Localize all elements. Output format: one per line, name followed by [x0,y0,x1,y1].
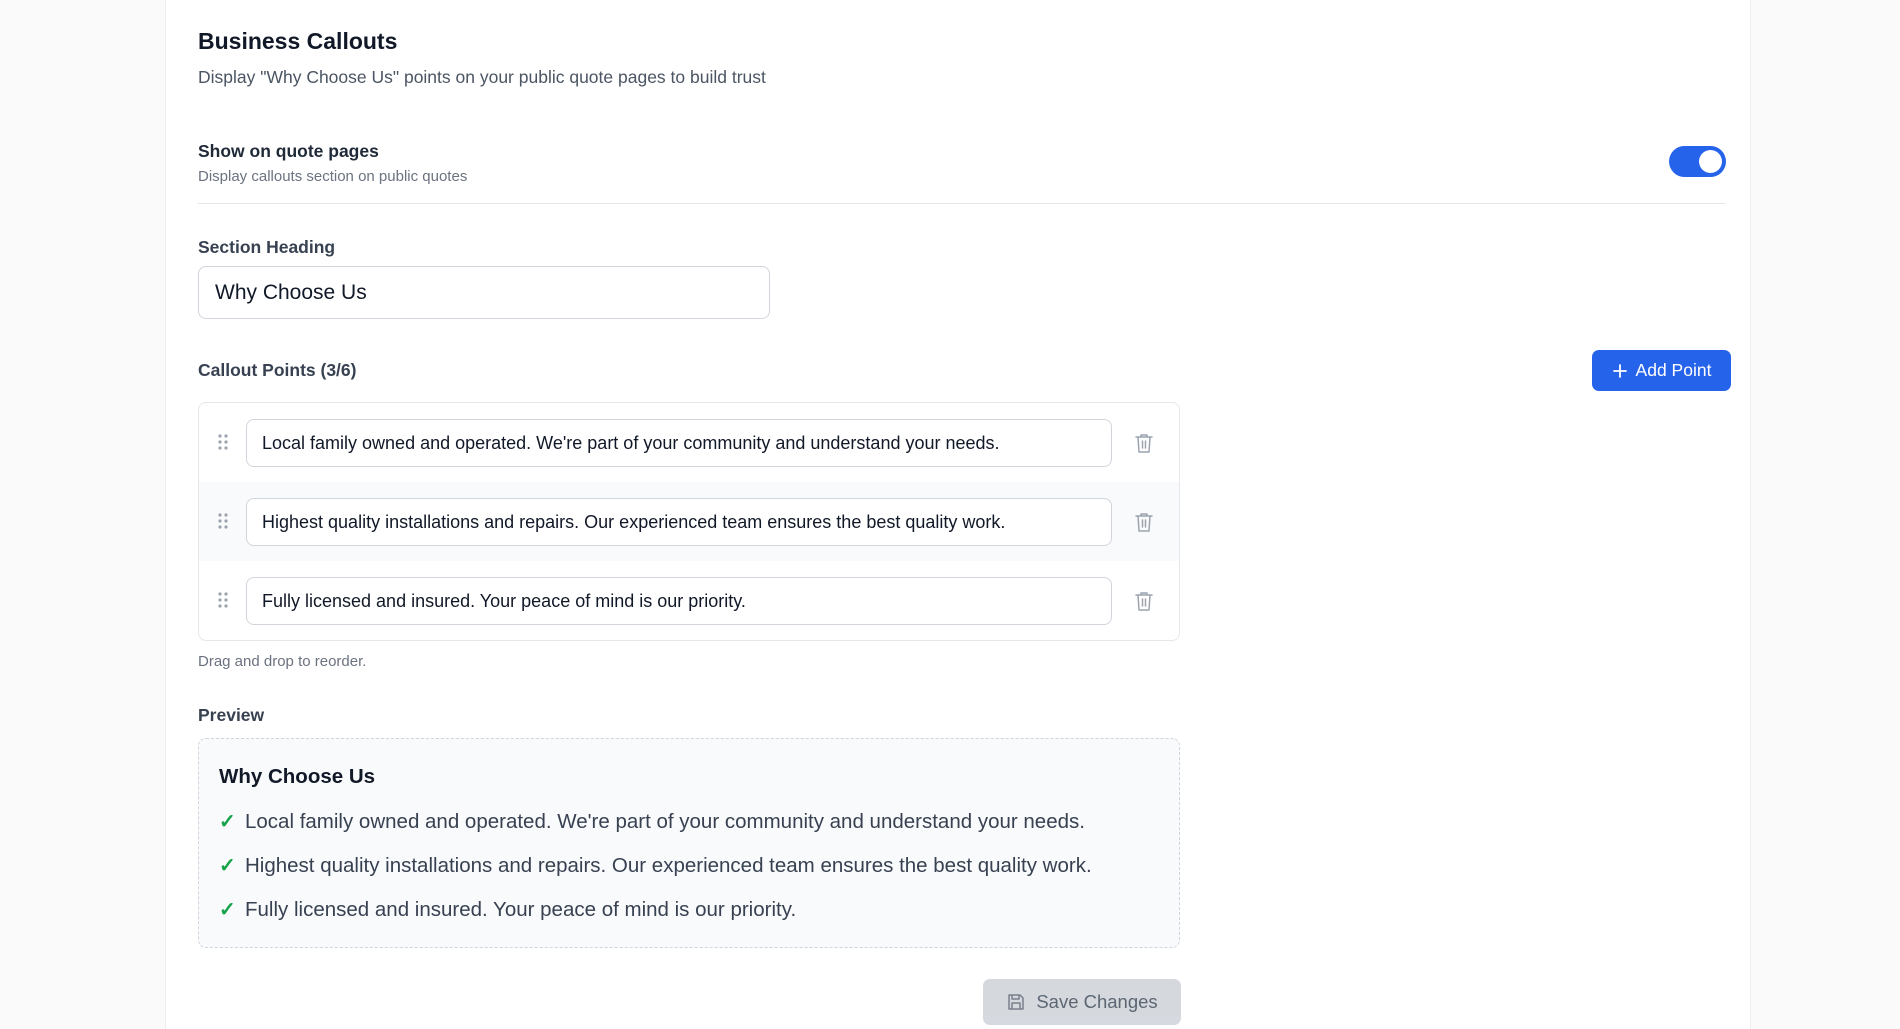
callout-point-input[interactable] [246,498,1112,546]
drag-handle-icon[interactable] [217,433,229,451]
callout-point-row [199,403,1179,482]
page-subtitle: Display "Why Choose Us" points on your public quote pages to build trust [198,67,766,87]
settings-card [165,0,1751,1029]
preview-item [219,853,1092,878]
save-icon [1006,992,1026,1012]
save-changes-label: Save Changes [1036,991,1158,1012]
toggle-knob [1699,150,1722,173]
callout-point-input[interactable] [246,419,1112,467]
drag-handle-icon[interactable] [217,591,229,609]
check-icon: ✓ [219,855,236,877]
preview-title: Why Choose Us [219,765,376,788]
section-heading-label: Section Heading [198,237,336,257]
toggle-label: Show on quote pages [198,141,379,161]
preview-label: Preview [198,705,265,725]
preview-box [198,738,1180,948]
trash-icon[interactable] [1134,590,1154,612]
drag-handle-icon[interactable] [217,512,229,530]
reorder-hint: Drag and drop to reorder. [198,653,367,670]
callout-point-input[interactable] [246,577,1112,625]
trash-icon[interactable] [1134,511,1154,533]
preview-item [219,897,796,922]
preview-item [219,809,1085,834]
add-point-label: Add Point [1635,360,1712,380]
preview-item-text: Local family owned and operated. We're part of your community and understand your needs. [245,809,1085,833]
preview-item-text: Fully licensed and insured. Your peace of mind is our priority. [245,897,797,921]
callout-points-label: Callout Points (3/6) [198,360,357,380]
save-changes-button[interactable] [983,979,1181,1025]
show-on-quote-pages-toggle[interactable] [1669,146,1726,177]
add-point-button[interactable] [1592,350,1731,391]
divider [198,203,1726,204]
callout-point-row [199,482,1179,561]
check-icon: ✓ [219,899,236,921]
page-title: Business Callouts [198,28,398,54]
callout-points-list [198,402,1180,641]
section-heading-input[interactable] [198,266,770,319]
preview-item-text: Highest quality installations and repairs. Our experienced team ensures the best quality work. [245,853,1092,877]
callout-point-row [199,561,1179,640]
plus-icon [1612,363,1628,379]
toggle-description: Display callouts section on public quotes [198,168,468,185]
trash-icon[interactable] [1134,432,1154,454]
check-icon: ✓ [219,811,236,833]
